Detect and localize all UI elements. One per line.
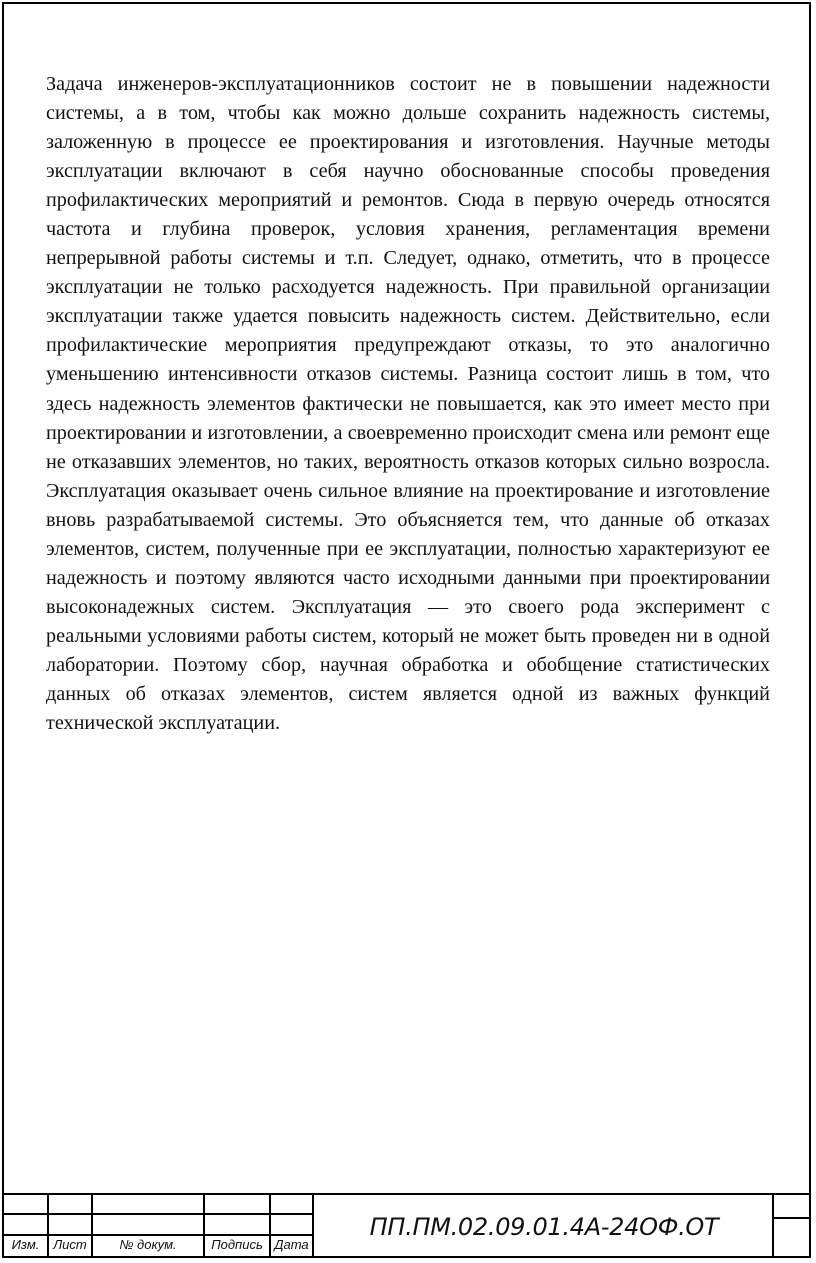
column-caption-change: Изм. <box>11 1237 40 1252</box>
title-block <box>4 1193 809 1256</box>
document-code: ПП.ПМ.02.09.01.4А-24ОФ.ОТ <box>369 1213 719 1241</box>
column-caption-signature: Подпись <box>211 1237 263 1252</box>
column-caption-sheet: Лист <box>53 1237 87 1252</box>
page-frame <box>2 2 811 1258</box>
column-caption-date: Дата <box>274 1237 309 1252</box>
title-block-top-border <box>4 1193 809 1195</box>
column-caption-document-number: № докум. <box>119 1237 177 1252</box>
body-paragraph: Задача инженеров-эксплуатационников состоит не в повышении надежности системы, а в том, чтобы как можно дольше сохранить надежность системы, заложенную в процессе ее проектирования и изготовления. Научные методы эксплуатации включают в себя научно обоснованные способы проведения профилактических мероприятий и ремонтов. Сюда в первую очередь относятся частота и глубина проверок, условия хранения, регламентация времени непрерывной работы системы и т.п. Следует, однако, отметить, что в процессе эксплуатации не только расходуется надежность. При правильной организации эксплуатации также удается повысить надежность систем. Действительно, если профилактические мероприятия предупреждают отказы, то это аналогично уменьшению интенсивности отказов системы. Разница состоит лишь в том, что здесь надежность элементов фактически не повышается, как это имеет место при проектировании и изготовлении, а своевременно происходит смена или ремонт еще не отказавших элементов, но таких, вероятность отказов которых сильно возросла. Эксплуатация оказывает очень сильное влияние на проектирование и изготовление вновь разрабатываемой системы. Это объясняется тем, что данные об отказах элементов, систем, полученные при ее эксплуатации, полностью характеризуют ее надежность и поэтому являются часто исходными данными при проектировании высоконадежных систем. Эксплуатация — это своего рода эксперимент с реальными условиями работы систем, который не может быть проведен ни в одной лаборатории. Поэтому сбор, научная обработка и обобщение статистических данных об отказах элементов, систем является одной из важных функций технической эксплуатации. <box>46 73 770 735</box>
sheet-number-cell-line <box>772 1217 809 1219</box>
title-block-row-line-1 <box>4 1213 314 1215</box>
